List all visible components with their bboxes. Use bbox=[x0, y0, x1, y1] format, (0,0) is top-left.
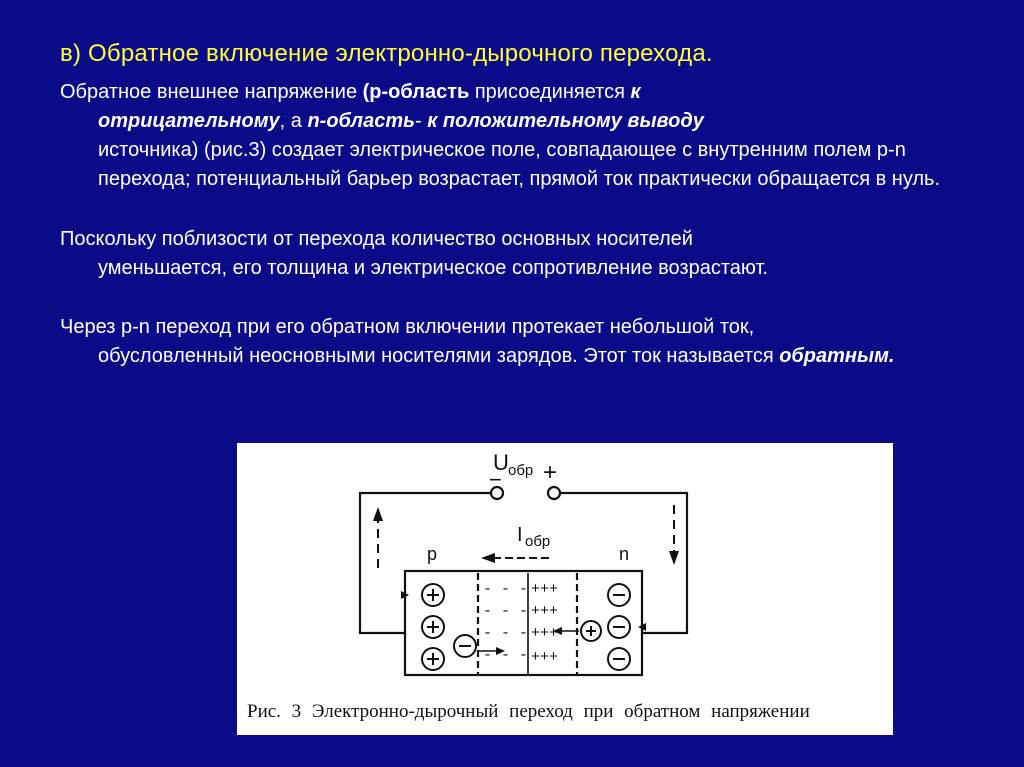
text: Обратное внешнее напряжение bbox=[60, 81, 363, 103]
svg-text:- - -: - - - bbox=[483, 603, 529, 620]
voltage-subscript: обр bbox=[508, 462, 534, 479]
text: присоединяется bbox=[469, 81, 631, 103]
svg-text:- - -: - - - bbox=[483, 581, 529, 598]
n-region-label: n bbox=[619, 544, 630, 564]
plus-terminal-label: + bbox=[543, 459, 558, 486]
svg-text:+++: +++ bbox=[531, 581, 559, 598]
figure-pn-junction bbox=[237, 443, 893, 735]
paragraph-carriers bbox=[60, 225, 990, 283]
svg-text:+++: +++ bbox=[531, 603, 559, 620]
figure-caption: Рис. 3 Электронно-дырочный переход при обратном напряжении bbox=[247, 701, 810, 722]
paragraph-reverse-current bbox=[60, 313, 990, 371]
current-label: I bbox=[517, 524, 523, 546]
reverse-term: обратным. bbox=[779, 345, 895, 367]
text: Через p-n переход при его обратном включении протекает небольшой ток, bbox=[60, 316, 755, 338]
slide-title: в) Обратное включение электронно-дырочного перехода. bbox=[60, 40, 713, 67]
current-subscript: обр bbox=[525, 533, 551, 550]
text: обусловленный неосновными носителями зарядов. Этот ток называется bbox=[98, 345, 780, 367]
svg-text:- - -: - - - bbox=[483, 647, 529, 664]
text: источника) (рис.3) создает электрическое поле, совпадающее с внутренним полем p-n перехода; потенциальный барьер возрастает, прямой ток практически обращается в нуль. bbox=[98, 139, 941, 190]
svg-text:+++: +++ bbox=[531, 649, 559, 666]
voltage-label: U bbox=[493, 450, 509, 475]
positive-terminal-text: к положительному выводу bbox=[427, 110, 704, 132]
text: уменьшается, его толщина и электрическое сопротивление возрастают. bbox=[98, 257, 768, 279]
text: - bbox=[415, 110, 428, 132]
text: , а bbox=[279, 110, 308, 132]
svg-text:+++: +++ bbox=[531, 625, 559, 642]
minus-terminal-label: − bbox=[489, 467, 502, 492]
pn-junction-diagram bbox=[237, 443, 893, 735]
p-region-text: (р-область bbox=[362, 81, 470, 103]
negative-text: отрицательному bbox=[98, 110, 280, 132]
n-region-text: n-область bbox=[307, 110, 415, 132]
paragraph-reverse-voltage bbox=[60, 78, 990, 194]
p-region-label: p bbox=[427, 544, 438, 564]
svg-text:- - -: - - - bbox=[483, 625, 529, 642]
text-k: к bbox=[630, 81, 641, 103]
text: Поскольку поблизости от перехода количество основных носителей bbox=[60, 228, 693, 250]
